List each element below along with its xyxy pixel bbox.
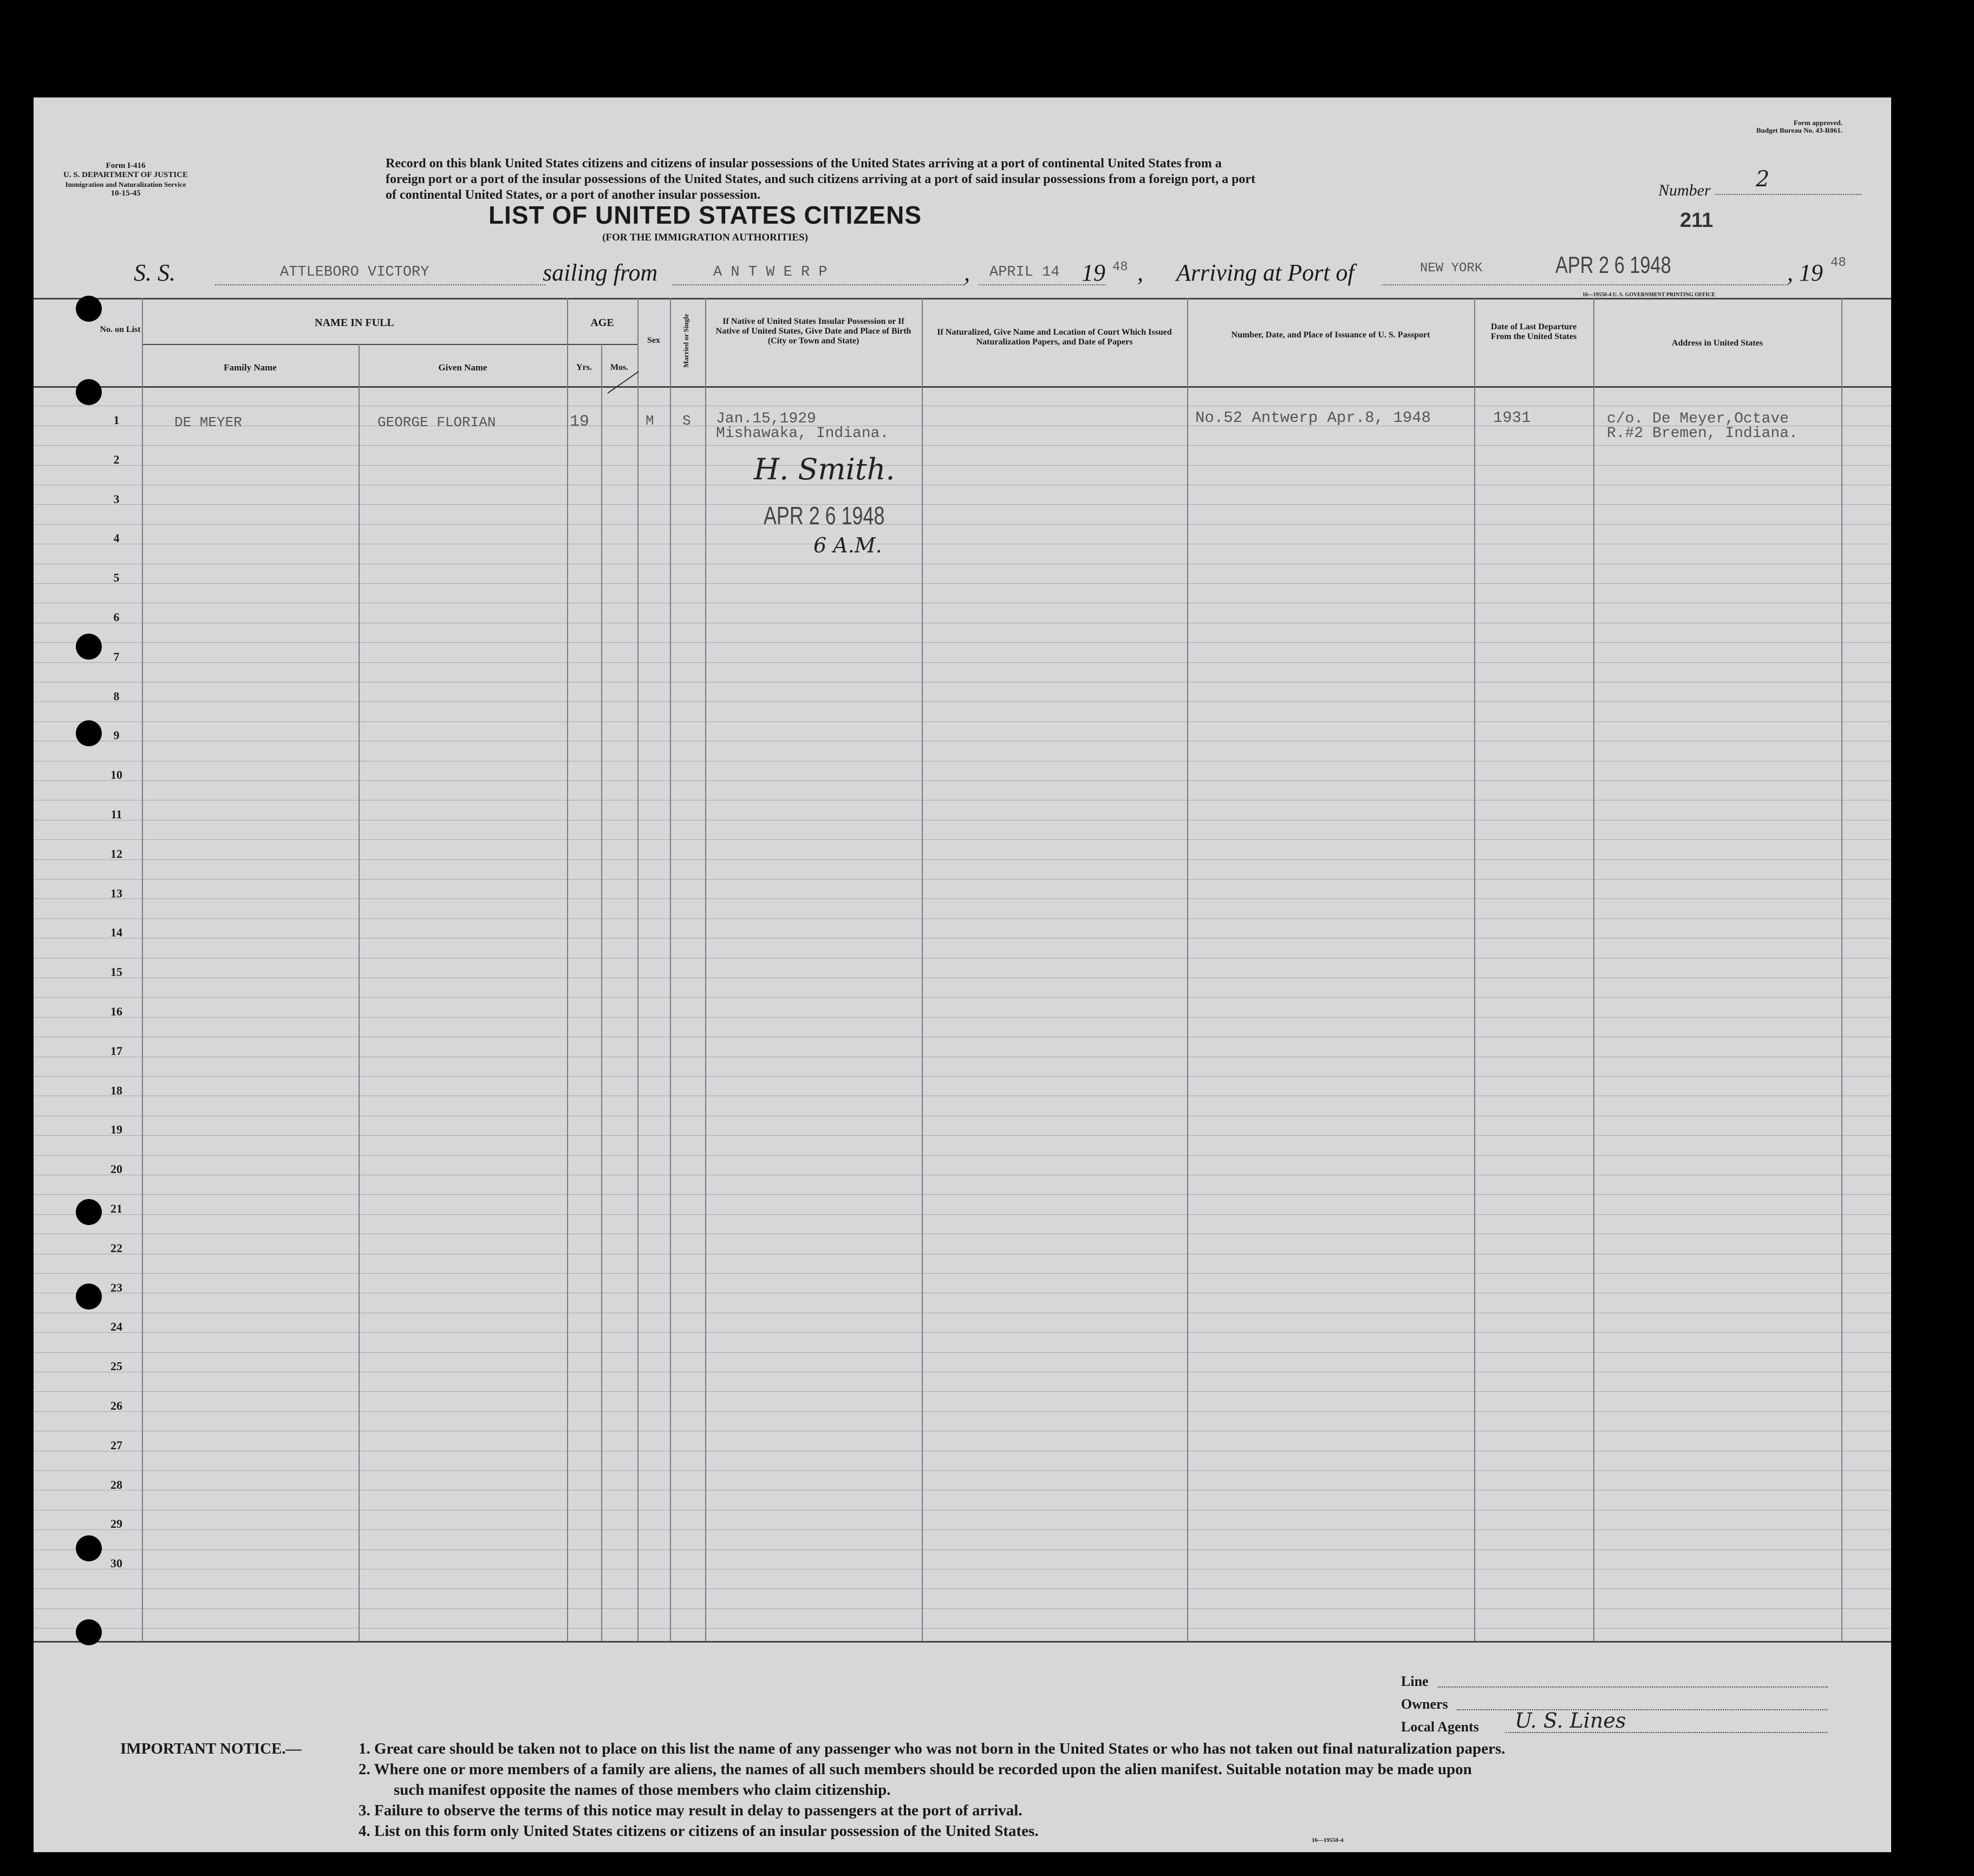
ruled-line [34, 1549, 1891, 1550]
ruled-line [34, 898, 1891, 899]
entry-departure: 1931 [1493, 409, 1531, 427]
entry-address-line-2: R.#2 Bremen, Indiana. [1607, 425, 1798, 442]
form-number: Form I-416 [106, 161, 146, 170]
line-label: Line [1401, 1673, 1429, 1689]
ruled-line [34, 1332, 1891, 1333]
col-header-passport: Number, Date, and Place of Issuance of U. S. Passport [1231, 330, 1430, 340]
ruled-line [34, 1411, 1891, 1412]
col-divider [1474, 298, 1475, 1641]
port-arrival: NEW YORK [1420, 261, 1483, 276]
col-header-sex: Sex [647, 336, 660, 345]
ruled-line [34, 1017, 1891, 1018]
name-group-rule [142, 344, 602, 345]
comma-3: , [1787, 259, 1793, 286]
inspector-time: 6 A.M. [813, 533, 882, 557]
ruled-line [34, 938, 1891, 939]
form-approved: Form approved. [1793, 119, 1842, 127]
ship-name: ATTLEBORO VICTORY [280, 264, 429, 281]
ruled-line [34, 1273, 1891, 1274]
notice-item-4: 4. List on this form only United States citizens or citizens of an insular possession of the United States. [359, 1822, 1039, 1840]
col-header-native: If Native of United States Insular Possession or If Native of United States, Give Date and Place of Birth (City or Town and State) [715, 317, 911, 346]
ruled-line [34, 524, 1891, 525]
entry-birth-place: Mishawaka, Indiana. [716, 425, 889, 442]
port-arrival-underline [1382, 284, 1788, 285]
form-department: U. S. DEPARTMENT OF JUSTICE [63, 171, 188, 179]
row-number: 8 [113, 689, 120, 703]
printer-mark: 16—19550-4 U. S. GOVERNMENT PRINTING OFFICE [1582, 292, 1716, 298]
row-number: 21 [110, 1202, 122, 1215]
row-number: 7 [113, 649, 120, 663]
ruled-line [34, 1155, 1891, 1156]
col-divider [567, 298, 568, 1641]
row-number: 24 [110, 1320, 122, 1334]
entry-passport: No.52 Antwerp Apr.8, 1948 [1195, 409, 1431, 427]
row-number: 18 [110, 1083, 122, 1097]
punch-hole [76, 1535, 102, 1561]
ruled-line [34, 1391, 1891, 1392]
ruled-line [34, 1470, 1891, 1471]
budget-bureau: Budget Bureau No. 43-R061. [1756, 126, 1842, 134]
col-header-family-name: Family Name [224, 362, 277, 373]
row-number: 11 [110, 807, 122, 821]
port-from: A N T W E R P [713, 264, 828, 281]
ruled-line [34, 1076, 1891, 1077]
punch-hole [76, 1199, 102, 1225]
row-number: 20 [110, 1162, 122, 1176]
col-header-name-in-full: NAME IN FULL [315, 317, 394, 329]
entry-address-line-1: c/o. De Meyer,Octave [1607, 411, 1789, 427]
col-divider [1593, 298, 1594, 1641]
row-number: 5 [113, 571, 120, 585]
punch-hole [76, 1619, 102, 1645]
ruled-line [34, 879, 1891, 880]
col-header-naturalized: If Naturalized, Give Name and Location of Court Which Issued Naturalization Papers, and Date of Papers [937, 328, 1172, 347]
punch-hole [76, 1284, 102, 1310]
row-number: 2 [113, 452, 120, 466]
row-number: 25 [110, 1359, 122, 1373]
row-number: 30 [110, 1556, 122, 1571]
owners-underline [1457, 1709, 1828, 1710]
owners-label: Owners [1401, 1696, 1448, 1712]
entry-birth-date: Jan.15,1929 [716, 411, 816, 427]
ruled-line [34, 1214, 1891, 1215]
notice-item-1: 1. Great care should be taken not to place on this list the name of any passenger who was not born in the United States or who has not taken out final naturalization papers. [359, 1740, 1506, 1757]
ruled-line [34, 1135, 1891, 1136]
notice-item-2a: 2. Where one or more members of a family are aliens, the names of all such members should be recorded upon the alien manifest. Suitable notation may be made upon [359, 1761, 1472, 1778]
ruled-line [34, 780, 1891, 781]
number-label: Number [1658, 181, 1711, 199]
entry-sex: M [646, 413, 654, 429]
row-number: 22 [110, 1241, 122, 1255]
row-number: 3 [113, 492, 120, 506]
number-underline [1715, 194, 1861, 195]
col-divider [922, 298, 923, 1641]
arrival-year: 48 [1830, 256, 1846, 270]
col-divider [359, 344, 360, 1641]
ruled-line [34, 583, 1891, 584]
ruled-line [34, 662, 1891, 663]
comma-2: , [1137, 259, 1143, 286]
sail-date: APRIL 14 [989, 264, 1060, 281]
year-prefix-1: 19 [1082, 259, 1105, 286]
col-divider [142, 298, 143, 1641]
ruled-line [34, 465, 1891, 466]
comma-1: , [964, 259, 970, 286]
entry-age-years: 19 [570, 413, 590, 431]
ruled-line [34, 721, 1891, 722]
bottom-code: 16—19550-4 [1312, 1837, 1344, 1844]
page-subtitle: (FOR THE IMMIGRATION AUTHORITIES) [602, 232, 808, 243]
inspector-date-stamp: APR 2 6 1948 [764, 501, 885, 530]
ruled-line [34, 1194, 1891, 1195]
col-header-yrs: Yrs. [576, 363, 592, 372]
col-divider [670, 298, 671, 1641]
page-title: LIST OF UNITED STATES CITIZENS [488, 201, 922, 229]
ruled-line [34, 997, 1891, 998]
col-divider [637, 298, 639, 1641]
col-divider [705, 298, 706, 1641]
notice-item-2b: such manifest opposite the names of those members who claim citizenship. [394, 1781, 891, 1799]
row-number: 4 [113, 531, 120, 545]
table-bottom-border [34, 1641, 1891, 1643]
form-service: Immigration and Naturalization Service [65, 180, 186, 188]
ship-underline [215, 284, 545, 285]
entry-given-name: GEORGE FLORIAN [377, 414, 496, 431]
ss-label: S. S. [134, 259, 175, 286]
agents-value: U. S. Lines [1515, 1709, 1626, 1732]
punch-hole [76, 634, 102, 660]
sail-year: 48 [1112, 260, 1128, 275]
row-number: 13 [110, 886, 122, 900]
ruled-line [34, 701, 1891, 702]
age-months-dash [607, 371, 639, 394]
instruction-line-2: foreign port or a port of the insular possessions of the United States, and such citizens arriving at a port of said insular possessions from a foreign port, a port [386, 172, 1256, 186]
col-header-departure: Date of Last Departure From the United States [1490, 322, 1577, 341]
arrival-date-stamp: APR 2 6 1948 [1555, 252, 1671, 278]
col-header-mos: Mos. [610, 363, 629, 372]
instruction-line-1: Record on this blank United States citizens and citizens of insular possessions of the United States arriving at a port of continental United States from a [386, 157, 1222, 171]
age-group-rule [567, 344, 637, 345]
notice-heading: IMPORTANT NOTICE.— [120, 1740, 302, 1757]
ruled-line [34, 504, 1891, 505]
ruled-line [34, 1608, 1891, 1609]
ruled-line [34, 1352, 1891, 1353]
row-number: 1 [113, 413, 120, 427]
col-header-age: AGE [590, 317, 614, 329]
row-number: 26 [110, 1399, 122, 1412]
ruled-line [34, 839, 1891, 840]
ruled-line [34, 1588, 1891, 1589]
agents-label: Local Agents [1401, 1719, 1479, 1735]
form-date: 10-15-45 [110, 189, 141, 198]
ruled-line [34, 445, 1891, 446]
ruled-line [34, 1628, 1891, 1629]
row-number: 14 [110, 926, 122, 940]
inspector-signature: H. Smith. [754, 452, 895, 486]
row-number: 28 [110, 1477, 122, 1491]
row-number: 23 [110, 1280, 122, 1294]
row-number: 9 [113, 728, 120, 742]
col-divider [601, 344, 602, 1641]
entry-family-name: DE MEYER [174, 414, 242, 431]
row-number: 27 [110, 1438, 122, 1452]
line-underline [1438, 1686, 1828, 1688]
table-top-border [34, 298, 1891, 299]
col-header-given-name: Given Name [438, 362, 487, 373]
col-header-no: No. on List [100, 325, 141, 334]
number-value: 2 [1756, 167, 1770, 192]
port-from-underline [673, 284, 965, 285]
row-number: 17 [110, 1044, 122, 1058]
arriving-label: Arriving at Port of [1176, 259, 1354, 286]
col-divider [1841, 298, 1842, 1641]
manifest-sheet [34, 97, 1891, 1852]
row-number: 29 [110, 1517, 122, 1531]
punch-hole [76, 296, 102, 322]
row-number: 19 [110, 1123, 122, 1137]
page-stamp-number: 211 [1680, 209, 1714, 232]
table-header-bottom [34, 386, 1891, 388]
row-number: 10 [110, 768, 122, 782]
row-number: 6 [113, 610, 120, 624]
instruction-line-3: of continental United States, or a port of another insular possession. [386, 188, 761, 202]
row-number: 16 [110, 1005, 122, 1018]
col-header-address: Address in United States [1671, 338, 1763, 348]
entry-married: S [682, 413, 691, 429]
ruled-line [34, 958, 1891, 959]
row-number: 15 [110, 965, 122, 979]
ruled-line [34, 642, 1891, 643]
year-prefix-2: 19 [1799, 259, 1823, 286]
ruled-line [34, 1529, 1891, 1530]
row-number: 12 [110, 846, 122, 861]
sailing-label: sailing from [543, 259, 658, 286]
punch-hole [76, 379, 102, 405]
ruled-line [34, 859, 1891, 860]
notice-item-3: 3. Failure to observe the terms of this notice may result in delay to passengers at the port of arrival. [359, 1802, 1022, 1819]
punch-hole [76, 720, 102, 746]
col-divider [1187, 298, 1188, 1641]
col-header-married: Married or Single [682, 314, 690, 368]
